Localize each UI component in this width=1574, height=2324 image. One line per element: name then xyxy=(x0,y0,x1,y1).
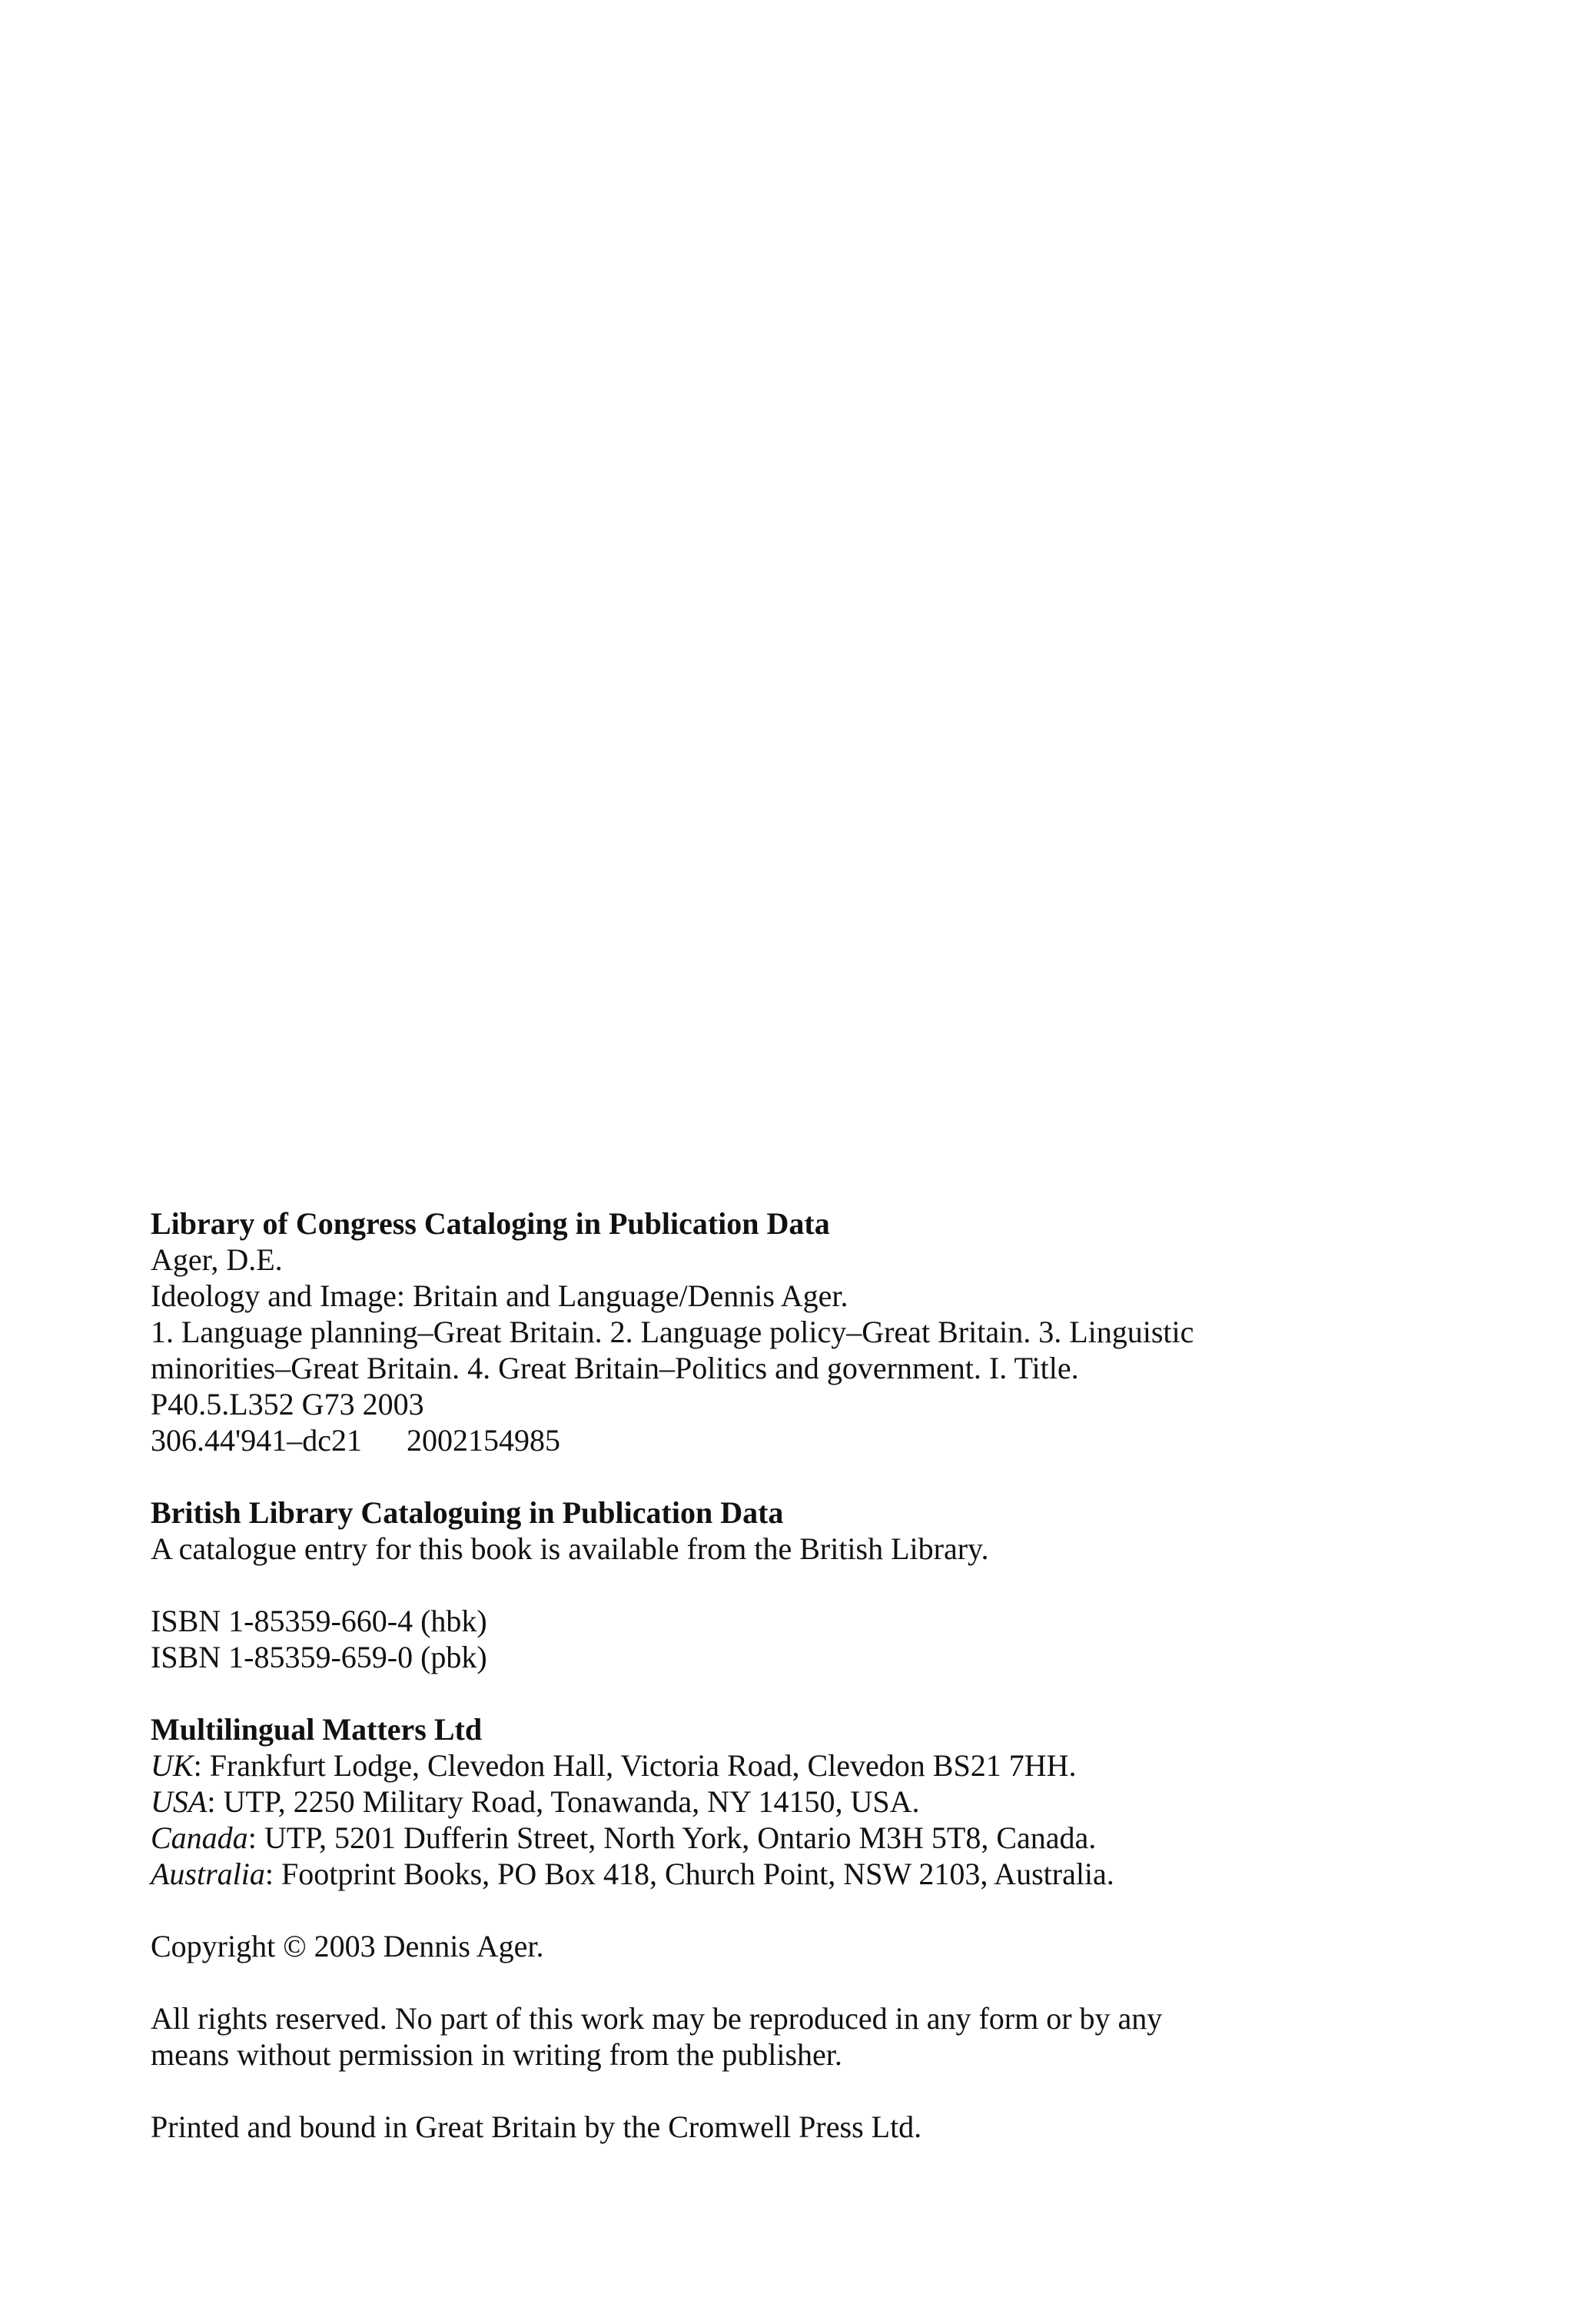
rights-line-2: means without permission in writing from the publisher. xyxy=(151,2037,842,2072)
printer-block xyxy=(151,2109,1457,2145)
bl-heading: British Library Cataloguing in Publication Data xyxy=(151,1495,784,1530)
rights-block xyxy=(151,2000,1457,2073)
loc-subjects-line-1: 1. Language planning–Great Britain. 2. Language policy–Great Britain. 3. Linguistic xyxy=(151,1315,1194,1349)
address-australia: Australia: Footprint Books, PO Box 418, Church Point, NSW 2103, Australia. xyxy=(151,1857,1114,1891)
address-canada: Canada: UTP, 5201 Dufferin Street, North York, Ontario M3H 5T8, Canada. xyxy=(151,1820,1097,1855)
loc-subjects-line-2: minorities–Great Britain. 4. Great Britain–Politics and government. I. Title. xyxy=(151,1351,1079,1385)
address-label: UK xyxy=(151,1748,194,1783)
address-label: USA xyxy=(151,1784,208,1819)
copyright-notice: Copyright © 2003 Dennis Ager. xyxy=(151,1929,544,1963)
address-text: UTP, 2250 Military Road, Tonawanda, NY 14150, USA. xyxy=(223,1784,920,1819)
loc-classification xyxy=(151,1422,1457,1458)
loc-cip-block xyxy=(151,1205,1457,1458)
loc-author: Ager, D.E. xyxy=(151,1242,283,1277)
loc-title: Ideology and Image: Britain and Language/Dennis Ager. xyxy=(151,1278,848,1313)
loc-dewey: 306.44'941–dc21 xyxy=(151,1423,362,1458)
address-text: Frankfurt Lodge, Clevedon Hall, Victoria Road, Clevedon BS21 7HH. xyxy=(209,1748,1077,1783)
loc-call-number: P40.5.L352 G73 2003 xyxy=(151,1387,424,1421)
loc-heading: Library of Congress Cataloging in Publication Data xyxy=(151,1206,830,1241)
address-label: Canada xyxy=(151,1820,248,1855)
rights-line-1: All rights reserved. No part of this work may be reproduced in any form or by any xyxy=(151,2001,1163,2036)
isbn-block xyxy=(151,1603,1457,1675)
address-label: Australia xyxy=(151,1857,265,1891)
publisher-name: Multilingual Matters Ltd xyxy=(151,1712,483,1747)
address-usa: USA: UTP, 2250 Military Road, Tonawanda, NY 14150, USA. xyxy=(151,1784,920,1819)
copyright-block xyxy=(151,1928,1457,1964)
imprint-block xyxy=(151,1205,1457,2181)
isbn-hbk: ISBN 1-85359-660-4 (hbk) xyxy=(151,1604,487,1638)
address-uk: UK: Frankfurt Lodge, Clevedon Hall, Victoria Road, Clevedon BS21 7HH. xyxy=(151,1748,1077,1783)
bl-text: A catalogue entry for this book is available from the British Library. xyxy=(151,1531,989,1566)
address-text: Footprint Books, PO Box 418, Church Point, NSW 2103, Australia. xyxy=(281,1857,1114,1891)
loc-lccn: 2002154985 xyxy=(406,1423,560,1458)
printer-notice: Printed and bound in Great Britain by the Cromwell Press Ltd. xyxy=(151,2110,922,2144)
publisher-block xyxy=(151,1711,1457,1892)
bl-cip-block xyxy=(151,1494,1457,1567)
address-text: UTP, 5201 Dufferin Street, North York, Ontario M3H 5T8, Canada. xyxy=(264,1820,1097,1855)
isbn-pbk: ISBN 1-85359-659-0 (pbk) xyxy=(151,1640,487,1674)
